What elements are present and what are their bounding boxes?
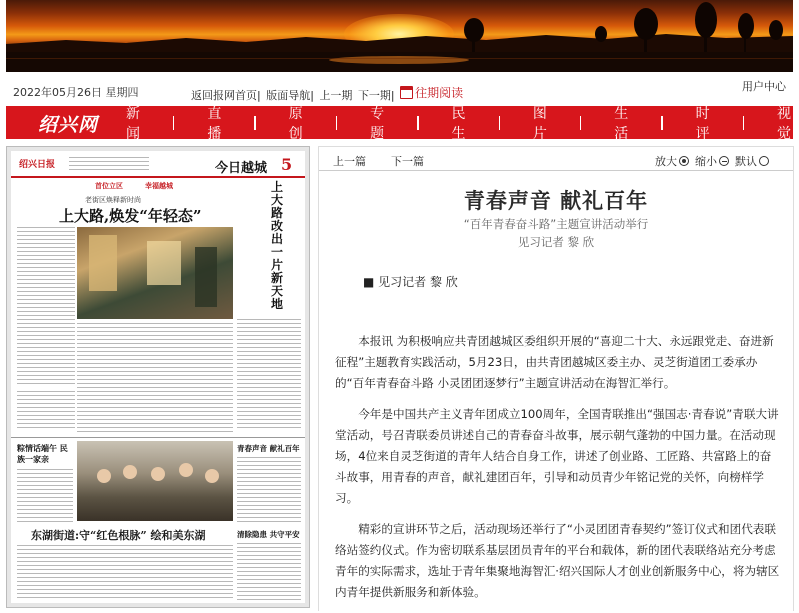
paper-text-block — [77, 323, 233, 433]
nav-divider — [499, 116, 500, 130]
main-nav — [6, 105, 793, 142]
paper-story-4a-text — [237, 457, 301, 523]
date-bar — [6, 76, 793, 104]
article-author: 见习记者 黎 欣 — [517, 235, 595, 249]
article-paragraph: 今年是中国共产主义青年团成立100周年，全国青联推出“强国志·青春说”青联大讲堂活动，号召青联委员讲述自己的青春奋斗故事，展示朝气蓬勃的中国力量。在活动现场，4位来自灵芝街道的青年人结合自身工作，讲述了创业路、工匠路、共富路上的奋斗故事，用青春的声音，献礼建团百年，引导和动员青少年铭记党的关怀，向榜样学习。 — [335, 407, 779, 505]
paper-text-column-2 — [17, 391, 75, 431]
people-photo — [77, 441, 233, 521]
default-size-label[interactable]: 默认 — [735, 155, 757, 168]
article-title: 青春声音 献礼百年 — [463, 189, 649, 213]
nav-divider — [661, 116, 662, 130]
paper-story-4a: 青春声音 献礼百年 — [237, 444, 300, 453]
newspaper-page-thumbnail[interactable] — [6, 146, 310, 608]
article-panel — [318, 146, 794, 611]
paper-story-2-text — [17, 469, 73, 523]
prev-article-link[interactable]: 上一篇 — [333, 155, 366, 168]
user-center-link[interactable]: 用户中心 — [742, 80, 786, 93]
paper-story-3-text — [17, 545, 233, 601]
nav-item-life[interactable]: 生活 — [614, 105, 629, 142]
font-size-controls — [655, 153, 775, 169]
default-size-icon[interactable] — [759, 156, 769, 166]
nav-item-original[interactable]: 原创 — [288, 105, 303, 142]
zoom-out-icon[interactable] — [719, 156, 729, 166]
article-paragraph: 精彩的宣讲环节之后，活动现场还举行了“小灵团团青春契约”签订仪式和团代表联络站签约仪式。作为密切联系基层团员青年的平台和载体，新的团代表联络站充分考虑青年的实际需求，选址于青年集聚地海智汇·绍兴国际人才创业创新服务中心，将为辖区内青年提供新服务和新体验。 — [335, 522, 780, 599]
section-rule — [11, 176, 305, 178]
banner-scenery — [6, 0, 793, 72]
nav-divider — [743, 116, 744, 130]
article-body — [335, 331, 781, 613]
past-issues-label: 往期阅读 — [415, 86, 464, 100]
nav-divider — [417, 116, 418, 130]
header-links — [191, 84, 467, 103]
home-link[interactable]: 返回报网首页| — [191, 89, 261, 102]
next-article-link[interactable]: 下一篇 — [391, 155, 424, 168]
nav-item-visual[interactable]: 视觉 — [777, 105, 792, 142]
masthead-info — [69, 157, 149, 171]
header-banner — [6, 0, 793, 72]
paper-headline: 上大路,焕发“年轻态” — [59, 207, 202, 225]
page-nav-link[interactable]: 版面导航| — [266, 89, 314, 102]
zoom-in-icon[interactable] — [679, 156, 689, 166]
article-reporter-line: ■ 见习记者 黎 欣 — [363, 275, 458, 289]
current-date: 2022年05月26日 星期四 — [13, 86, 139, 99]
calendar-icon — [400, 86, 413, 99]
nav-divider — [580, 116, 581, 130]
article-subtitle: “百年青春奋斗路”主题宣讲活动举行 — [463, 217, 649, 231]
paper-vertical-headline: 上大路改出一片新天地 — [270, 180, 283, 311]
next-issue-link[interactable]: 下一期| — [357, 89, 395, 102]
nav-divider — [173, 116, 174, 130]
section-title: 今日越城 — [215, 161, 268, 176]
nav-item-photos[interactable]: 图片 — [532, 105, 547, 142]
nav-item-topics[interactable]: 专题 — [370, 105, 385, 142]
nav-item-news[interactable]: 新闻 — [126, 105, 141, 142]
article-paragraph: 本报讯 为积极响应共青团越城区委组织开展的“喜迎二十大、永远跟党走、奋进新征程”主题教育实践活动，5月23日，由共青团越城区委主办、灵芝街道团工委承办的“百年青春奋斗路 小灵团团逐梦行”主题宣讲活动在海智汇举行。 — [335, 334, 774, 390]
paper-text-column — [17, 227, 75, 387]
past-issues-link[interactable] — [400, 84, 465, 101]
paper-kicker: 老街区焕释新时尚 — [85, 196, 141, 204]
paper-story-3: 东湖街道:守“红色根脉” 绘和美东湖 — [31, 529, 206, 542]
prev-issue-link[interactable]: 上一期 — [319, 89, 353, 102]
paper-divider — [11, 437, 305, 438]
page-number: 5 — [281, 155, 293, 174]
article-toolbar — [319, 147, 793, 171]
paper-text-column-right — [237, 319, 301, 429]
nav-divider — [336, 116, 337, 130]
nav-item-commentary[interactable]: 时评 — [695, 105, 710, 142]
zoom-in-label[interactable]: 放大 — [655, 155, 677, 168]
nav-item-livelihood[interactable]: 民生 — [451, 105, 466, 142]
paper-tag-1: 首位立区 — [95, 182, 123, 190]
nav-divider — [254, 116, 255, 130]
paper-story-4b: 清除隐患 共守平安 — [237, 530, 300, 539]
nav-item-live[interactable]: 直播 — [207, 105, 222, 142]
site-logo[interactable]: 绍兴网 — [38, 114, 99, 136]
street-photo — [77, 227, 233, 319]
zoom-out-label[interactable]: 缩小 — [695, 155, 717, 168]
newspaper-page — [11, 151, 305, 603]
paper-tag-2: 幸福越城 — [145, 182, 173, 190]
paper-masthead: 绍兴日报 — [19, 160, 56, 170]
paper-story-4b-text — [237, 543, 301, 601]
paper-story-2: 粽情话端午 民族一家亲 — [17, 443, 68, 464]
